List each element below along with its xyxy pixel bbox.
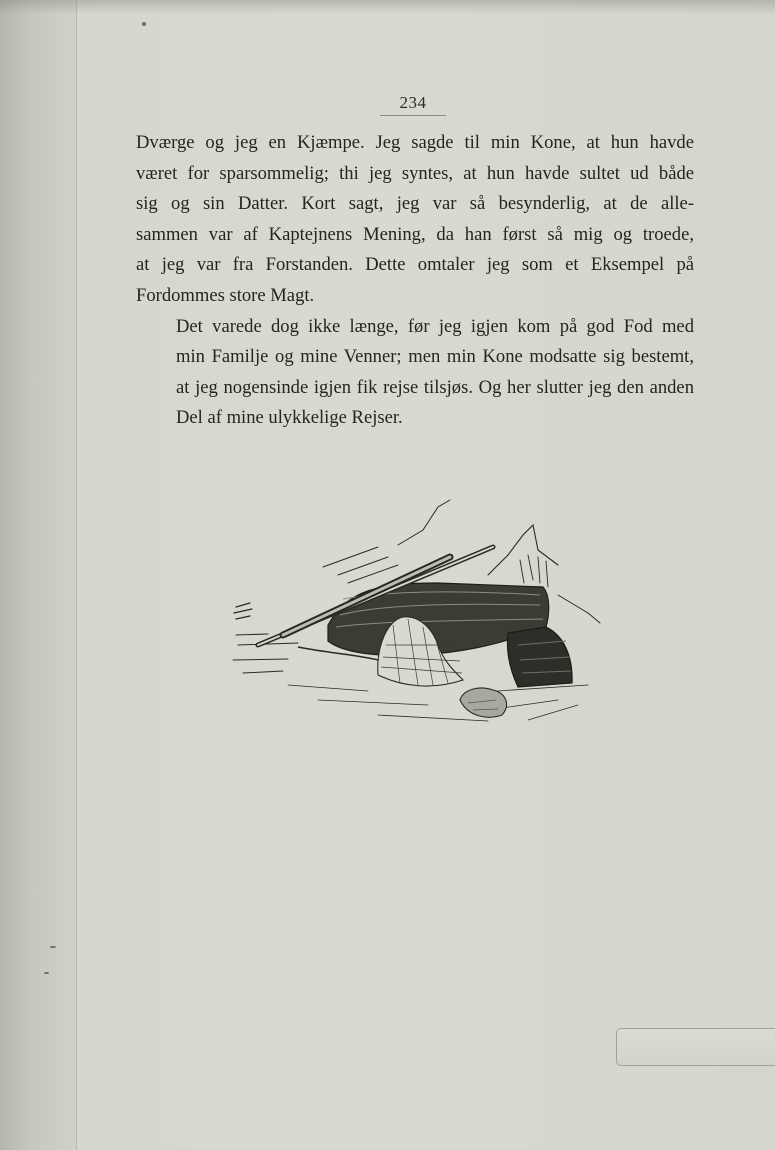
boat-and-oars-icon bbox=[228, 495, 608, 730]
paper-speck bbox=[44, 972, 49, 974]
paper-speck bbox=[142, 22, 146, 26]
text-line: at jeg var fra Forstanden. Dette omtaler jeg som et Eksempel på bbox=[136, 254, 694, 276]
paper-speck bbox=[50, 946, 56, 948]
paragraph-1 bbox=[136, 128, 694, 312]
top-shadow bbox=[0, 0, 775, 14]
text-line: været for sparsommelig; thi jeg syntes, at hun havde sultet ud både bbox=[136, 162, 694, 184]
body-text bbox=[136, 128, 694, 434]
page-tab bbox=[616, 1028, 775, 1066]
text-line: Det varede dog ikke længe, før jeg igjen kom på god Fod med bbox=[176, 315, 694, 337]
text-line: Del af mine ulykkelige Rejser. bbox=[176, 407, 403, 429]
page-edge bbox=[76, 0, 77, 1150]
binding-strip bbox=[0, 0, 76, 1150]
page-number: 234 bbox=[380, 93, 446, 116]
text-line: sig og sin Datter. Kort sagt, jeg var så besynderlig, at de alle- bbox=[136, 193, 694, 215]
paragraph-2 bbox=[136, 312, 694, 434]
text-line: min Familje og mine Venner; men min Kone modsatte sig bestemt, bbox=[176, 346, 694, 368]
text-line: sammen var af Kaptejnens Mening, da han først så mig og troede, bbox=[136, 223, 694, 245]
text-line: Dværge og jeg en Kjæmpe. Jeg sagde til min Kone, at hun havde bbox=[136, 132, 694, 153]
text-line: Fordommes store Magt. bbox=[136, 284, 315, 306]
text-line: at jeg nogensinde igjen fik rejse tilsjøs. Og her slutter jeg den anden bbox=[176, 376, 694, 398]
